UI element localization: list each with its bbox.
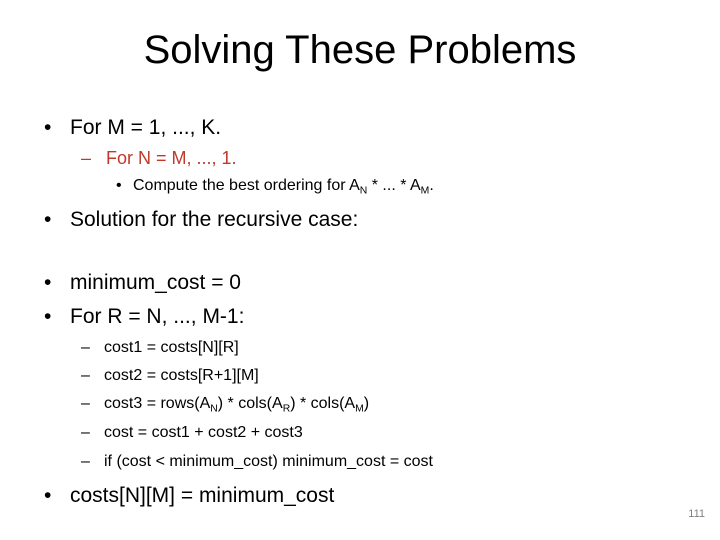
cost3-part4: ) bbox=[363, 395, 370, 412]
subscript-m: M bbox=[355, 403, 364, 415]
compute-ordering-text bbox=[133, 177, 434, 197]
bullet-marker: • bbox=[44, 271, 52, 294]
compute-text-mid: * ... * A bbox=[367, 177, 421, 194]
cost2-text: cost2 = costs[R+1][M] bbox=[104, 367, 259, 384]
subscript-n: N bbox=[359, 185, 368, 197]
dash-marker: – bbox=[81, 453, 90, 470]
slide-title: Solving These Problems bbox=[143, 28, 577, 72]
dash-marker: – bbox=[81, 339, 90, 356]
if-update-text: if (cost < minimum_cost) minimum_cost = cost bbox=[104, 453, 433, 470]
recursive-case-text: Solution for the recursive case: bbox=[70, 208, 359, 231]
outer-loop-text: For M = 1, ..., K. bbox=[70, 116, 222, 139]
cost3-part1: cost3 = rows(A bbox=[104, 395, 211, 412]
subscript-r: R bbox=[282, 403, 291, 415]
compute-text-pre: Compute the best ordering for A bbox=[133, 177, 360, 194]
subscript-n: N bbox=[210, 403, 218, 415]
bullet-marker: • bbox=[44, 305, 52, 328]
compute-text-post: . bbox=[429, 177, 434, 194]
cost3-text bbox=[104, 395, 369, 415]
dash-marker: – bbox=[81, 148, 92, 168]
dash-marker: – bbox=[81, 395, 90, 412]
bullet-marker: • bbox=[44, 116, 52, 139]
subscript-m: M bbox=[420, 185, 430, 197]
dash-marker: – bbox=[81, 367, 90, 384]
cost3-part2: ) * cols(A bbox=[217, 395, 283, 412]
bullet-marker: • bbox=[44, 484, 52, 507]
page-number: 111 bbox=[688, 508, 705, 520]
dash-marker: – bbox=[81, 424, 90, 441]
min-cost-init-text: minimum_cost = 0 bbox=[70, 271, 241, 294]
cost-sum-text: cost = cost1 + cost2 + cost3 bbox=[104, 424, 303, 441]
cost1-text: cost1 = costs[N][R] bbox=[104, 339, 239, 356]
costs-assign-text: costs[N][M] = minimum_cost bbox=[70, 484, 335, 507]
inner-loop-text: For N = M, ..., 1. bbox=[106, 148, 237, 168]
bullet-marker: • bbox=[116, 177, 122, 194]
r-loop-text: For R = N, ..., M-1: bbox=[70, 305, 245, 328]
cost3-part3: ) * cols(A bbox=[290, 395, 356, 412]
bullet-marker: • bbox=[44, 208, 52, 231]
